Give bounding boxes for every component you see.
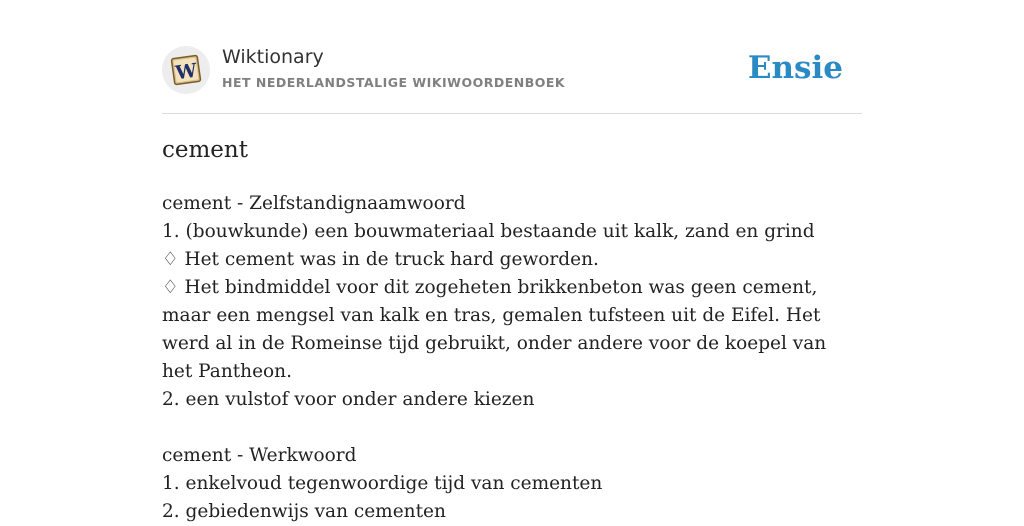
entry-noun — [162, 190, 862, 414]
entry-heading: cement - Werkwoord — [162, 445, 357, 466]
definition-line: 2. gebiedenwijs van cementen — [162, 501, 446, 522]
entry-spacer — [162, 414, 862, 442]
site-name[interactable]: Wiktionary — [222, 46, 324, 68]
header — [162, 44, 862, 114]
entries — [162, 190, 862, 526]
brand-logo[interactable]: Ensie — [747, 50, 843, 86]
definition-line: 1. enkelvoud tegenwoordige tijd van cementen — [162, 473, 603, 494]
svg-text:W: W — [174, 59, 199, 85]
definition-line: 1. (bouwkunde) een bouwmateriaal bestaande uit kalk, zand en grind — [162, 221, 815, 242]
wiktionary-logo-icon[interactable] — [162, 46, 210, 94]
page-title: cement — [162, 137, 248, 163]
card — [162, 0, 862, 522]
example-line: ♢ Het bindmiddel voor dit zogeheten brikkenbeton was geen cement, maar een mengsel van kalk en tras, gemalen tufsteen uit de Eifel. Het werd al in de Romeinse tijd gebruikt, onder andere voor de koepel van het Pantheon. — [162, 277, 827, 382]
example-line: ♢ Het cement was in de truck hard geworden. — [162, 249, 599, 270]
entry-heading: cement - Zelfstandignaamwoord — [162, 193, 466, 214]
site-tagline: HET NEDERLANDSTALIGE WIKIWOORDENBOEK — [222, 75, 566, 90]
definition-line: 2. een vulstof voor onder andere kiezen — [162, 389, 535, 410]
entry-verb — [162, 442, 862, 526]
